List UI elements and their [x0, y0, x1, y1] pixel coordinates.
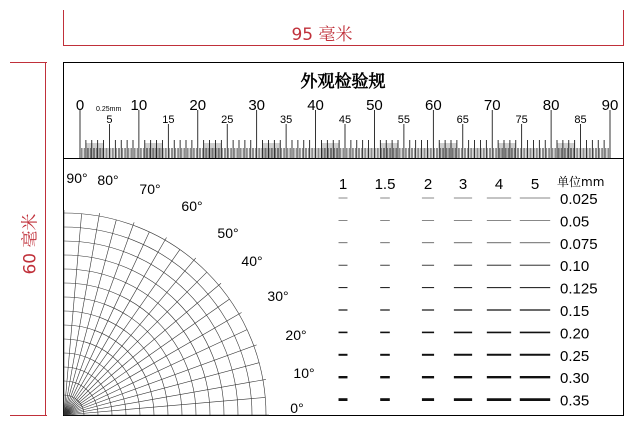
line-table-length-header: 1.5	[374, 176, 396, 193]
ruler-minor-label: 75	[515, 114, 528, 126]
ruler-major-label: 50	[366, 97, 383, 114]
ruler-labels	[76, 97, 619, 126]
protractor-ray	[64, 214, 82, 415]
protractor-angle-label: 80°	[97, 172, 119, 188]
ruler-minor-label: 55	[397, 114, 411, 126]
line-table-length-header: 4	[494, 176, 504, 193]
protractor-angle-label: 10°	[293, 365, 315, 381]
ruler-resolution-label: 0.25mm	[96, 106, 122, 113]
line-table-length-header: 1	[338, 176, 348, 193]
protractor-angle-label: 50°	[217, 225, 239, 241]
ruler-major-label: 60	[424, 97, 442, 114]
protractor-ray	[64, 330, 247, 415]
line-width-label: 0.20	[560, 325, 590, 343]
protractor-angle-label: 0°	[290, 400, 304, 416]
line-width-label: 0.35	[560, 392, 590, 410]
protractor-ray	[64, 222, 134, 415]
ruler-major-label: 20	[189, 97, 207, 114]
line-width-label: 0.10	[560, 258, 590, 276]
protractor-ray	[64, 397, 265, 415]
protractor-angle-label: 40°	[241, 253, 263, 269]
ruler-major-label: 0	[75, 97, 85, 114]
ruler-major-label: 80	[542, 97, 560, 114]
protractor-angle-labels	[66, 170, 314, 416]
ruler-major-label: 40	[307, 97, 324, 114]
line-table-length-header: 3	[458, 176, 468, 193]
protractor-angle-label: 60°	[181, 198, 203, 214]
line-table-length-headers	[339, 176, 539, 193]
protractor-ray	[64, 232, 149, 415]
width-dimension-label: 95 毫米	[291, 25, 353, 45]
ruler-minor-label: 45	[338, 114, 352, 126]
protractor-angle-label: 90°	[66, 170, 88, 186]
protractor-angle-label: 30°	[267, 288, 289, 304]
ruler-minor-label: 25	[221, 114, 234, 126]
line-table-length-header: 5	[530, 176, 540, 193]
line-width-label: 0.05	[560, 213, 590, 231]
line-table-unit-header: 单位mm	[557, 175, 605, 189]
ruler-minor-label: 65	[456, 114, 469, 126]
line-width-label: 0.25	[560, 347, 590, 365]
ruler-major-label: 30	[248, 97, 266, 114]
protractor-ray	[64, 363, 259, 415]
protractor-angle-label: 20°	[285, 327, 307, 343]
line-table-length-header: 2	[423, 176, 433, 193]
ruler-minor-label: 15	[162, 114, 175, 126]
line-width-label: 0.075	[560, 235, 598, 253]
ruler-minor-label: 85	[574, 114, 587, 126]
line-width-label: 0.125	[560, 280, 598, 298]
line-width-label: 0.30	[560, 370, 590, 388]
protractor-angle-label: 70°	[139, 181, 161, 197]
gauge-title: 外观检验规	[300, 72, 386, 92]
protractor-ray	[64, 345, 257, 415]
ruler-major-label: 90	[601, 97, 619, 114]
line-width-label: 0.025	[560, 191, 598, 208]
ruler-minor-label: 35	[279, 114, 293, 126]
ruler-major-label: 70	[483, 97, 501, 114]
height-dimension-label: 60 毫米	[20, 213, 41, 275]
line-width-label: 0.15	[560, 303, 590, 320]
ruler-minor-label: 5	[106, 114, 113, 126]
ruler-major-label: 10	[130, 97, 148, 114]
protractor-ray	[64, 220, 116, 415]
line-table-rows	[339, 191, 598, 410]
